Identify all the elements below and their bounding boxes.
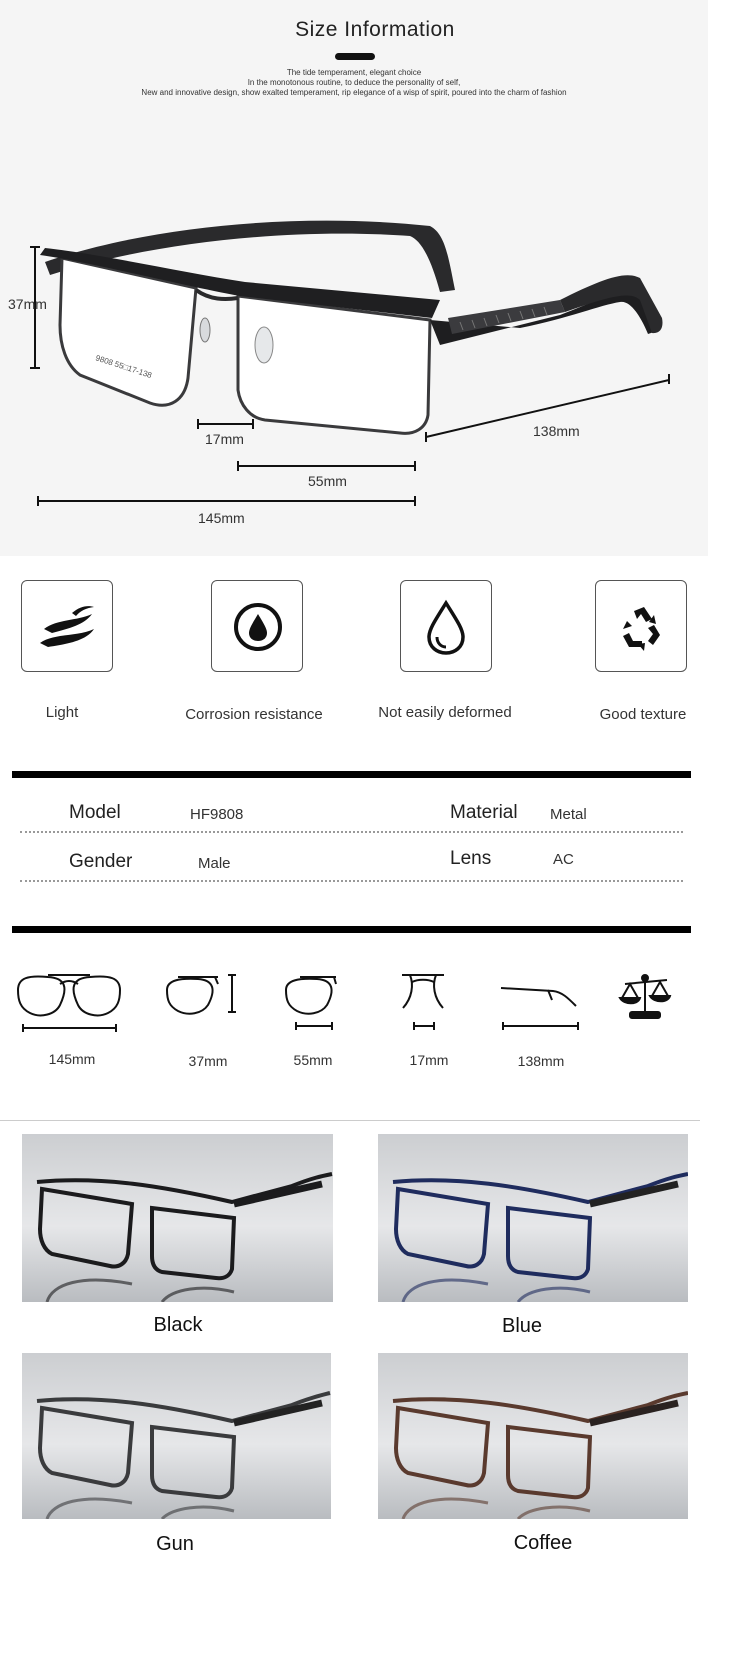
recycle-icon [596,581,686,671]
height-label: 37mm [8,296,47,312]
measure-label-height: 37mm [188,1053,228,1069]
feature-label-corrosion: Corrosion resistance [185,706,323,723]
frame-width-icon [18,975,120,1032]
model-value: HF9808 [190,806,244,823]
wind-icon [22,581,112,671]
lens-width-label: 55mm [308,473,347,489]
glasses-photo-icon [378,1134,688,1302]
bridge-label: 17mm [205,431,244,447]
spec-divider-1 [20,831,683,833]
measure-label-width: 145mm [48,1051,96,1067]
color-photo-gun [22,1353,331,1519]
color-label-black: Black [153,1314,203,1336]
tagline-2: In the monotonous routine, to deduce the personality of self, [247,78,461,87]
spec-bottom-bar [12,926,691,933]
glasses-photo-icon [378,1353,688,1519]
color-label-gun: Gun [156,1533,194,1555]
glasses-illustration [0,0,708,556]
drop-outline-icon [401,581,491,671]
material-label: Material [450,802,518,823]
feature-light [21,580,113,672]
scale-icon [620,975,670,1018]
spec-divider-2 [20,880,683,882]
measurement-icons [0,960,700,1040]
lens-label: Lens [450,848,492,869]
water-drop-circle-icon [212,581,302,671]
measure-label-bridge: 17mm [409,1052,449,1068]
size-diagram-section [0,0,708,556]
color-label-blue: Blue [501,1315,543,1337]
glasses-photo-icon [22,1353,331,1519]
color-photo-coffee [378,1353,688,1519]
feature-label-texture: Good texture [599,706,687,723]
measure-label-lens: 55mm [293,1052,333,1068]
measure-label-temple: 138mm [517,1053,565,1069]
svg-text:9808 55□17-138: 9808 55□17-138 [94,353,153,381]
feature-corrosion [211,580,303,672]
section-title: Size Information [295,18,455,41]
feature-label-light: Light [45,704,79,721]
glasses-photo-icon [22,1134,333,1302]
color-photo-black [22,1134,333,1302]
gender-label: Gender [69,851,133,872]
lens-width-icon [286,977,336,1030]
tagline-3: New and innovative design, show exalted temperament, rip elegance of a wisp of spirit, poured into the charm of fashion [141,88,567,97]
color-label-coffee: Coffee [513,1532,573,1554]
lens-value: AC [553,851,574,868]
color-photo-blue [378,1134,688,1302]
feature-texture [595,580,687,672]
feature-deform [400,580,492,672]
material-value: Metal [550,806,587,823]
temple-length-label: 138mm [533,423,580,439]
frame-width-label: 145mm [198,510,245,526]
temple-icon [501,988,578,1030]
lens-height-icon [167,975,236,1014]
spec-top-bar [12,771,691,778]
gender-value: Male [198,855,231,872]
tagline-1: The tide temperament, elegant choice [286,68,422,77]
model-label: Model [69,802,121,823]
feature-label-deform: Not easily deformed [378,704,512,721]
section-divider [0,1120,700,1121]
bridge-icon [402,975,444,1030]
